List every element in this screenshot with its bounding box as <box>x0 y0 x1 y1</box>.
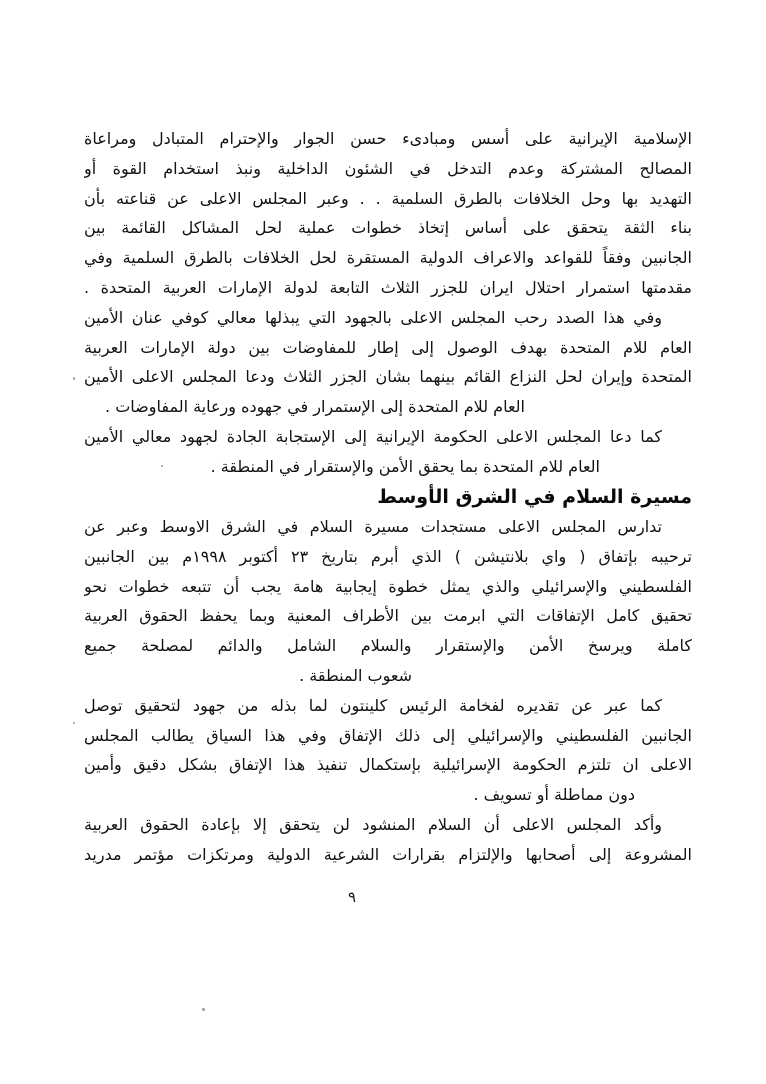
text-line: مقدمتها استمرار احتلال ايران للجزر الثلاث التابعة لدولة الإمارات العربية المتحدة . <box>84 277 692 297</box>
scan-speck <box>161 465 163 467</box>
text-line: المصالح المشتركة وعدم التدخل في الشئون الداخلية ونبذ استخدام القوة أو <box>84 158 692 178</box>
text-line: كما دعا المجلس الاعلى الحكومة الإيرانية إلى الإستجابة الجادة لجهود معالي الأمين <box>84 426 662 446</box>
text-line: دون مماطلة أو تسويف . <box>473 785 635 805</box>
scan-speck <box>202 1008 205 1011</box>
page-number: ٩ <box>348 888 357 906</box>
text-line: تحقيق كامل الإتفاقات التي ابرمت بين الأطراف المعنية وبما يحفظ الحقوق العربية <box>84 606 692 626</box>
text-line: الاعلى ان تلتزم الحكومة الإسرائيلية بإستكمال تنفيذ هذا الإتفاق بشكل دقيق وأمين <box>84 755 692 775</box>
text-line: الجانبين وفقاً للقواعد والاعراف الدولية المستقرة لحل الخلافات بالطرق السلمية وفي <box>84 248 692 268</box>
text-line: كاملة ويرسخ الأمن والإستقرار والسلام الشامل والدائم لمصلحة جميع <box>84 636 692 656</box>
section-heading: مسيرة السلام في الشرق الأوسط <box>377 485 692 508</box>
text-line: ترحيبه بإتفاق ( واي بلانتيشن ) الذي أبرم بتاريخ ٢٣ أكتوبر ١٩٩٨م بين الجانبين <box>84 546 692 566</box>
text-line: التهديد بها وحل الخلافات بالطرق السلمية . . وعبر المجلس الاعلى عن قناعته بأن <box>84 188 692 208</box>
text-line: المشروعة إلى أصحابها والإلتزام بقرارات الشرعية الدولية ومرتكزات مؤتمر مدريد <box>84 844 692 864</box>
paragraph <box>84 422 692 482</box>
text-line: تدارس المجلس الاعلى مستجدات مسيرة السلام في الشرق الاوسط وعبر عن <box>84 517 662 537</box>
text-line: العام للام المتحدة بهدف الوصول إلى إطار للمفاوضات بين دولة الإمارات العربية <box>84 337 692 357</box>
scan-speck <box>73 377 75 380</box>
text-line: الفلسطيني والإسرائيلي والذي يمثل خطوة إيجابية هامة يجب أن تتبعه خطوات نحو <box>84 576 692 596</box>
paragraph <box>84 691 692 810</box>
text-line: بناء الثقة يتحقق على أساس إتخاذ خطوات عملية لحل المشاكل القائمة بين <box>84 218 692 238</box>
text-line: العام للام المتحدة بما يحقق الأمن والإستقرار في المنطقة . <box>210 456 600 476</box>
paragraph <box>84 810 692 870</box>
text-line: المتحدة وإيران لحل النزاع القائم بينهما بشان الجزر الثلاث ودعا المجلس الاعلى الأمين <box>84 367 692 387</box>
text-line: الجانبين الفلسطيني والإسرائيلي إلى ذلك الإتفاق وفي هذا السياق يطالب المجلس <box>84 725 692 745</box>
paragraph <box>84 303 692 422</box>
text-line: الإسلامية الإيرانية على أسس ومبادىء حسن الجوار والإحترام المتبادل ومراعاة <box>84 129 692 148</box>
paragraph <box>84 124 692 303</box>
text-line: وفي هذا الصدد رحب المجلس الاعلى بالجهود التي يبذلها معالي كوفي عنان الأمين <box>84 307 662 327</box>
scan-speck <box>73 722 75 724</box>
text-line: كما عبر عن تقديره لفخامة الرئيس كلينتون لما بذله من جهود لتحقيق توصل <box>84 695 662 715</box>
page-content <box>84 124 692 870</box>
text-line: العام للام المتحدة إلى الإستمرار في جهوده ورعاية المفاوضات . <box>105 397 525 417</box>
text-line: وأكد المجلس الاعلى أن السلام المنشود لن يتحقق إلا بإعادة الحقوق العربية <box>84 815 662 835</box>
paragraph <box>84 512 692 691</box>
text-line: شعوب المنطقة . <box>299 666 412 686</box>
